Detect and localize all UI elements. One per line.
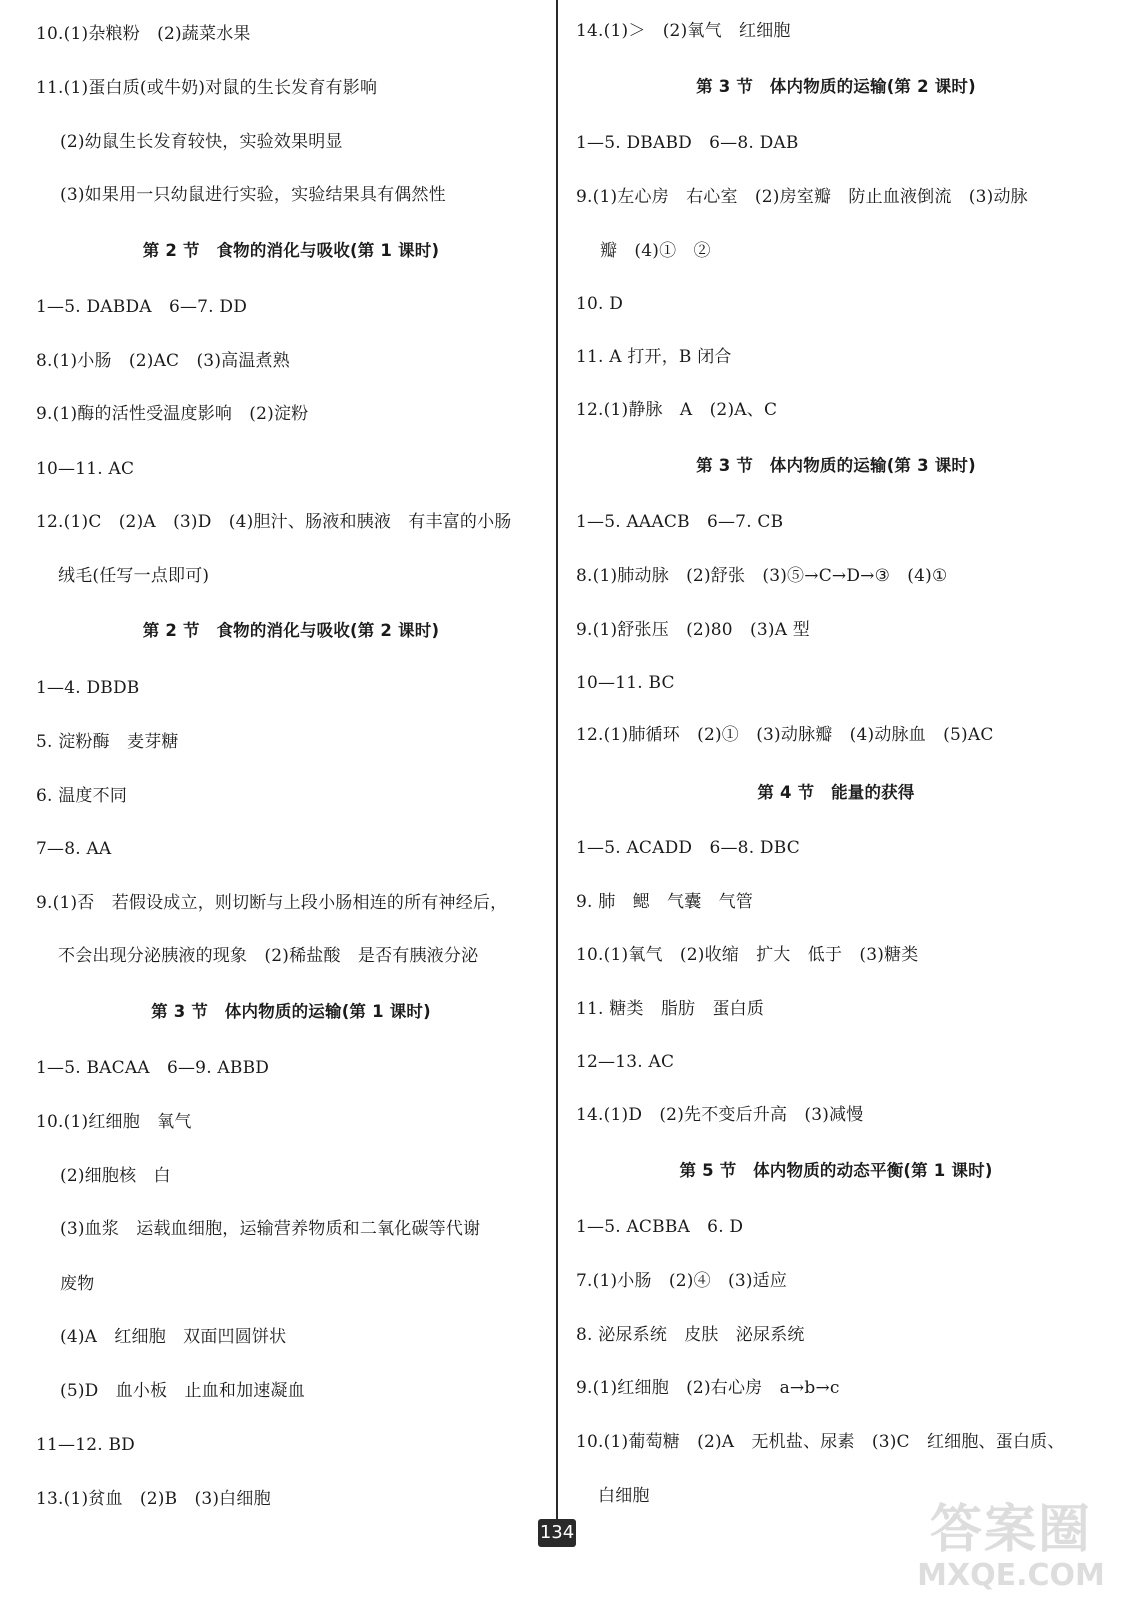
answer-line: 1—5. DABDA 6—7. DD bbox=[36, 297, 248, 317]
answer-line: 5. 淀粉酶 麦芽糖 bbox=[36, 732, 179, 752]
answer-line: 10—11. AC bbox=[36, 459, 135, 479]
answer-line: 8.(1)小肠 (2)AC (3)高温煮熟 bbox=[36, 351, 290, 371]
answer-line: 10—11. BC bbox=[576, 673, 675, 693]
section-heading: 第 3 节 体内物质的运输(第 2 课时) bbox=[696, 77, 976, 96]
section-heading: 第 3 节 体内物质的运输(第 1 课时) bbox=[151, 1002, 431, 1021]
answer-line: (2)细胞核 白 bbox=[60, 1166, 171, 1186]
watermark-domain: MXQE.COM bbox=[917, 1558, 1105, 1593]
site-watermark bbox=[911, 1502, 1111, 1594]
section-heading: 第 3 节 体内物质的运输(第 3 课时) bbox=[696, 456, 976, 475]
answer-line: 9.(1)酶的活性受温度影响 (2)淀粉 bbox=[36, 404, 309, 424]
answer-line: (3)如果用一只幼鼠进行实验，实验结果具有偶然性 bbox=[60, 185, 446, 205]
answer-line: 8.(1)肺动脉 (2)舒张 (3)⑤→C→D→③ (4)① bbox=[576, 566, 948, 586]
answer-line: 绒毛(任写一点即可) bbox=[58, 566, 210, 586]
answer-line: (4)A 红细胞 双面凹圆饼状 bbox=[60, 1327, 287, 1347]
answer-line: 9. 肺 鳃 气囊 气管 bbox=[576, 892, 754, 912]
page-number: 134 bbox=[538, 1519, 576, 1547]
answer-line: 10. D bbox=[576, 294, 624, 314]
column-divider bbox=[556, 0, 558, 1545]
answer-line: 10.(1)氧气 (2)收缩 扩大 低于 (3)糖类 bbox=[576, 945, 919, 965]
answer-line: (3)血浆 运载血细胞，运输营养物质和二氧化碳等代谢 bbox=[60, 1219, 481, 1239]
answer-line: 1—5. DBABD 6—8. DAB bbox=[576, 133, 799, 153]
answer-line: (2)幼鼠生长发育较快，实验效果明显 bbox=[60, 132, 343, 152]
answer-line: 12.(1)静脉 A (2)A、C bbox=[576, 400, 778, 420]
answer-line: 9.(1)舒张压 (2)80 (3)A 型 bbox=[576, 620, 810, 640]
answer-line: 12—13. AC bbox=[576, 1052, 675, 1072]
answer-line: 不会出现分泌胰液的现象 (2)稀盐酸 是否有胰液分泌 bbox=[58, 946, 479, 966]
answer-line: 9.(1)否 若假设成立，则切断与上段小肠相连的所有神经后， bbox=[36, 893, 508, 913]
section-heading: 第 2 节 食物的消化与吸收(第 1 课时) bbox=[142, 241, 440, 260]
answer-line: 1—5. ACBBA 6. D bbox=[576, 1217, 744, 1237]
answer-line: 瓣 (4)① ② bbox=[600, 241, 711, 261]
answer-line: 1—5. AAACB 6—7. CB bbox=[576, 512, 784, 532]
answer-line: 白细胞 bbox=[598, 1486, 650, 1506]
answer-line: (5)D 血小板 止血和加速凝血 bbox=[60, 1381, 305, 1401]
answer-line: 11—12. BD bbox=[36, 1435, 135, 1455]
answer-line: 14.(1)＞ (2)氧气 红细胞 bbox=[576, 21, 791, 41]
section-heading: 第 4 节 能量的获得 bbox=[757, 783, 915, 802]
section-heading: 第 5 节 体内物质的动态平衡(第 1 课时) bbox=[679, 1161, 993, 1180]
answer-line: 6. 温度不同 bbox=[36, 786, 128, 806]
answer-line: 7.(1)小肠 (2)④ (3)适应 bbox=[576, 1271, 788, 1291]
answer-line: 7—8. AA bbox=[36, 839, 112, 859]
answer-line: 1—5. BACAA 6—9. ABBD bbox=[36, 1058, 270, 1078]
answer-line: 8. 泌尿系统 皮肤 泌尿系统 bbox=[576, 1325, 805, 1345]
answer-line: 1—5. ACADD 6—8. DBC bbox=[576, 838, 800, 858]
answer-line: 10.(1)红细胞 氧气 bbox=[36, 1112, 192, 1132]
section-heading: 第 2 节 食物的消化与吸收(第 2 课时) bbox=[142, 621, 440, 640]
watermark-logo-text: 答案圈 bbox=[929, 1500, 1092, 1560]
answer-line: 9.(1)左心房 右心室 (2)房室瓣 防止血液倒流 (3)动脉 bbox=[576, 187, 1028, 207]
answer-line: 1—4. DBDB bbox=[36, 678, 140, 698]
answer-line: 10.(1)葡萄糖 (2)A 无机盐、尿素 (3)C 红细胞、蛋白质、 bbox=[576, 1432, 1065, 1452]
answer-line: 11.(1)蛋白质(或牛奶)对鼠的生长发育有影响 bbox=[36, 78, 378, 98]
answer-line: 废物 bbox=[60, 1274, 95, 1294]
answer-line: 14.(1)D (2)先不变后升高 (3)减慢 bbox=[576, 1105, 864, 1125]
answer-line: 9.(1)红细胞 (2)右心房 a→b→c bbox=[576, 1378, 840, 1398]
answer-line: 12.(1)肺循环 (2)① (3)动脉瓣 (4)动脉血 (5)AC bbox=[576, 725, 994, 745]
answer-line: 13.(1)贫血 (2)B (3)白细胞 bbox=[36, 1489, 271, 1509]
answer-line: 11. A 打开，B 闭合 bbox=[576, 347, 732, 367]
answer-line: 11. 糖类 脂肪 蛋白质 bbox=[576, 999, 765, 1019]
answer-line: 10.(1)杂粮粉 (2)蔬菜水果 bbox=[36, 24, 251, 44]
answer-line: 12.(1)C (2)A (3)D (4)胆汁、肠液和胰液 有丰富的小肠 bbox=[36, 512, 512, 532]
